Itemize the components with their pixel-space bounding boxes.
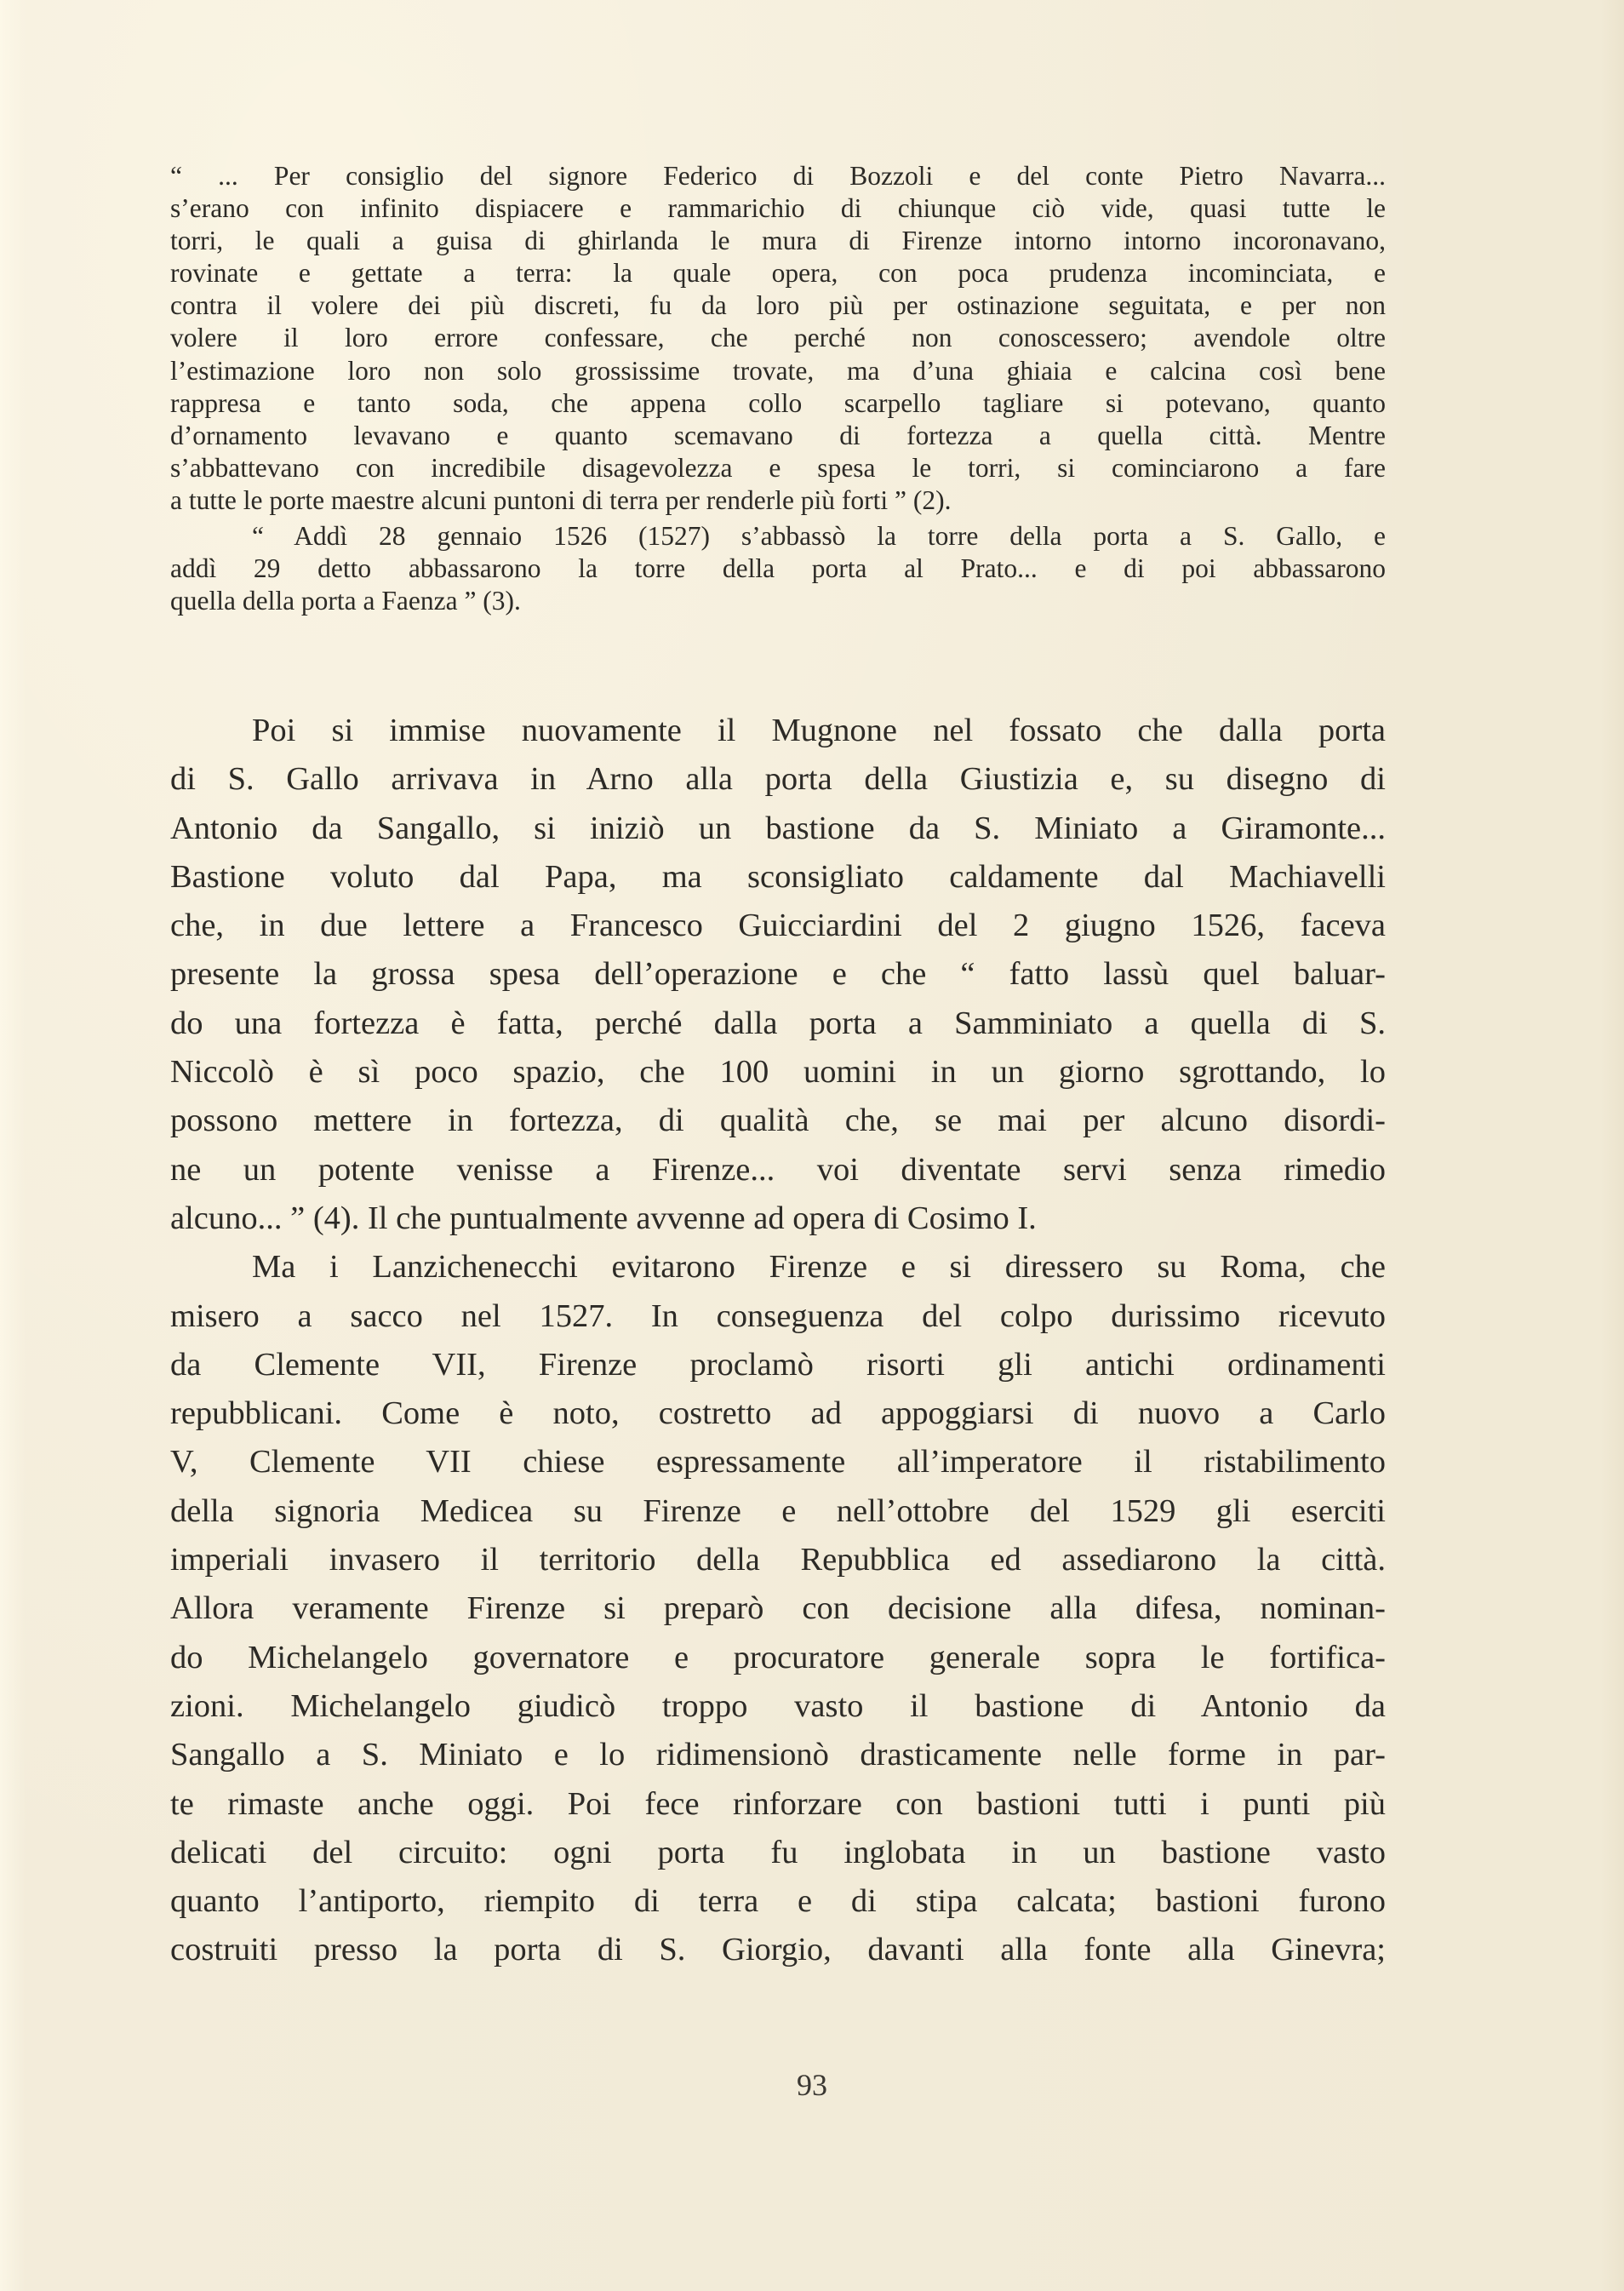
text-line: di S. Gallo arrivava in Arno alla porta della Giustizia e, su disegno di <box>170 761 1386 798</box>
text-line: Antonio da Sangallo, si iniziò un bastione da S. Miniato a Giramonte... <box>170 810 1386 846</box>
text-line: imperiali invasero il territorio della Repubblica ed assediarono la città. <box>170 1542 1386 1578</box>
text-line: misero a sacco nel 1527. In conseguenza del colpo durissimo ricevuto <box>170 1297 1386 1334</box>
text-line: d’ornamento levavano e quanto scemavano di fortezza a quella città. Mentre <box>170 420 1386 450</box>
quote-paragraph-2 <box>170 520 1386 617</box>
text-line: Ma i Lanzichenecchi evitarono Firenze e si diressero su Roma, che <box>252 1249 1386 1286</box>
text-line: te rimaste anche oggi. Poi fece rinforzare con bastioni tutti i punti più <box>170 1785 1386 1822</box>
page-number: 93 <box>797 2068 827 2102</box>
text-line: s’erano con infinito dispiacere e rammarichio di chiunque ciò vide, quasi tutte le <box>170 193 1386 224</box>
text-line: l’estimazione loro non solo grossissime trovate, ma d’una ghiaia e calcina così bene <box>170 355 1386 386</box>
text-line: Sangallo a S. Miniato e lo ridimensionò drasticamente nelle forme in par- <box>170 1737 1386 1773</box>
quoted-passage <box>170 160 1386 617</box>
text-line: V, Clemente VII chiese espressamente all’imperatore il ristabilimento <box>170 1444 1386 1481</box>
text-line: della signoria Medicea su Firenze e nell’ottobre del 1529 gli eserciti <box>170 1492 1386 1529</box>
text-line: Niccolò è sì poco spazio, che 100 uomini in un giorno sgrottando, lo <box>170 1054 1386 1091</box>
text-line: s’abbattevano con incredibile disagevolezza e spesa le torri, si cominciarono a fare <box>170 452 1386 483</box>
text-line: alcuno... ” (4). Il che puntualmente avvenne ad opera di Cosimo I. <box>170 1200 1037 1236</box>
text-line: contra il volere dei più discreti, fu da loro più per ostinazione seguitata, e per non <box>170 290 1386 321</box>
text-line: quanto l’antiporto, riempito di terra e di stipa calcata; bastioni furono <box>170 1883 1386 1920</box>
text-line: costruiti presso la porta di S. Giorgio, davanti alla fonte alla Ginevra; <box>170 1932 1386 1968</box>
body-text <box>170 707 1386 1975</box>
body-paragraph-2 <box>170 1243 1386 1974</box>
text-line: che, in due lettere a Francesco Guicciardini del 2 giugno 1526, faceva <box>170 908 1386 944</box>
text-line: Bastione voluto dal Papa, ma sconsigliato caldamente dal Machiavelli <box>170 858 1386 895</box>
text-line: do una fortezza è fatta, perché dalla porta a Samminiato a quella di S. <box>170 1005 1386 1041</box>
text-line: zioni. Michelangelo giudicò troppo vasto il bastione di Antonio da <box>170 1687 1386 1724</box>
text-line: Poi si immise nuovamente il Mugnone nel fossato che dalla porta <box>252 713 1386 748</box>
text-line: delicati del circuito: ogni porta fu inglobata in un bastione vasto <box>170 1834 1386 1870</box>
text-line: rovinate e gettate a terra: la quale opera, con poca prudenza incominciata, e <box>170 258 1386 289</box>
text-line: addì 29 detto abbassarono la torre della porta al Prato... e di poi abbassarono <box>170 553 1386 584</box>
text-line: Allora veramente Firenze si preparò con decisione alla difesa, nominan- <box>170 1590 1386 1627</box>
text-line: torri, le quali a guisa di ghirlanda le mura di Firenze intorno intorno incoronavano, <box>170 226 1386 256</box>
text-line: “ Addì 28 gennaio 1526 (1527) s’abbassò la torre della porta a S. Gallo, e <box>252 521 1386 552</box>
text-line: ne un potente venisse a Firenze... voi diventate servi senza rimedio <box>170 1151 1386 1188</box>
text-line: quella della porta a Faenza ” (3). <box>170 586 521 616</box>
text-line: da Clemente VII, Firenze proclamò risorti gli antichi ordinamenti <box>170 1346 1386 1383</box>
text-line: volere il loro errore confessare, che perché non conoscessero; avendole oltre <box>170 323 1386 353</box>
text-line: repubblicani. Come è noto, costretto ad appoggiarsi di nuovo a Carlo <box>170 1395 1386 1432</box>
text-line: do Michelangelo governatore e procuratore generale sopra le fortifica- <box>170 1639 1386 1675</box>
text-line: possono mettere in fortezza, di qualità che, se mai per alcuno disordi- <box>170 1103 1386 1139</box>
text-line: rappresa e tanto soda, che appena collo scarpello tagliare si potevano, quanto <box>170 387 1386 418</box>
body-paragraph-1 <box>170 707 1386 1243</box>
text-line: “ ... Per consiglio del signore Federico di Bozzoli e del conte Pietro Navarra... <box>170 161 1386 191</box>
text-line: presente la grossa spesa dell’operazione e che “ fatto lassù quel baluar- <box>170 956 1386 993</box>
text-line: a tutte le porte maestre alcuni puntoni di terra per renderle più forti ” (2). <box>170 484 952 515</box>
quote-paragraph-1 <box>170 160 1386 517</box>
